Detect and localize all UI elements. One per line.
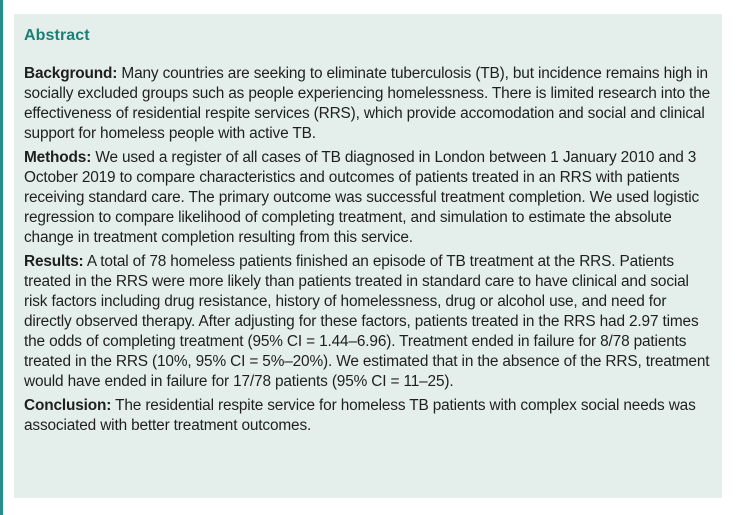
results-section [24, 252, 712, 392]
background-section [24, 64, 712, 144]
methods-section [24, 148, 712, 248]
background-label: Background: [24, 65, 118, 82]
results-text: A total of 78 homeless patients finished an episode of TB treatment at the RRS. Patients treated in the RRS were more likely than patients treated in standard care to have clinical and social risk factors including drug resistance, history of homelessness, drug or alcohol use, and need for directly observed therapy. After adjusting for these factors, patients treated in the RRS had 2.97 times the odds of completing treatment (95% CI = 1.44–6.96). Treatment ended in failure for 8/78 patients treated in the RRS (10%, 95% CI = 5%–20%). We estimated that in the absence of the RRS, treatment would have ended in failure for 17/78 patients (95% CI = 11–25). [24, 253, 710, 390]
conclusion-text: The residential respite service for homeless TB patients with complex social needs was associated with better treatment outcomes. [24, 397, 696, 434]
conclusion-section [24, 396, 712, 436]
results-label: Results: [24, 253, 84, 270]
left-margin-rule [0, 0, 3, 515]
methods-label: Methods: [24, 149, 92, 166]
background-text: Many countries are seeking to eliminate tuberculosis (TB), but incidence remains high in socially excluded groups such as people experiencing homelessness. There is limited research into the effectiveness of residential respite services (RRS), which provide accomodation and social and clinical support for homeless people with active TB. [24, 65, 711, 142]
conclusion-label: Conclusion: [24, 397, 112, 414]
methods-text: We used a register of all cases of TB diagnosed in London between 1 January 2010 and 3 October 2019 to compare characteristics and outcomes of patients treated in an RRS with patients receiving standard care. The primary outcome was successful treatment completion. We used logistic regression to compare likelihood of completing treatment, and simulation to estimate the absolute change in treatment completion resulting from this service. [24, 149, 700, 246]
abstract-box [14, 14, 722, 498]
abstract-heading: Abstract [24, 27, 90, 44]
